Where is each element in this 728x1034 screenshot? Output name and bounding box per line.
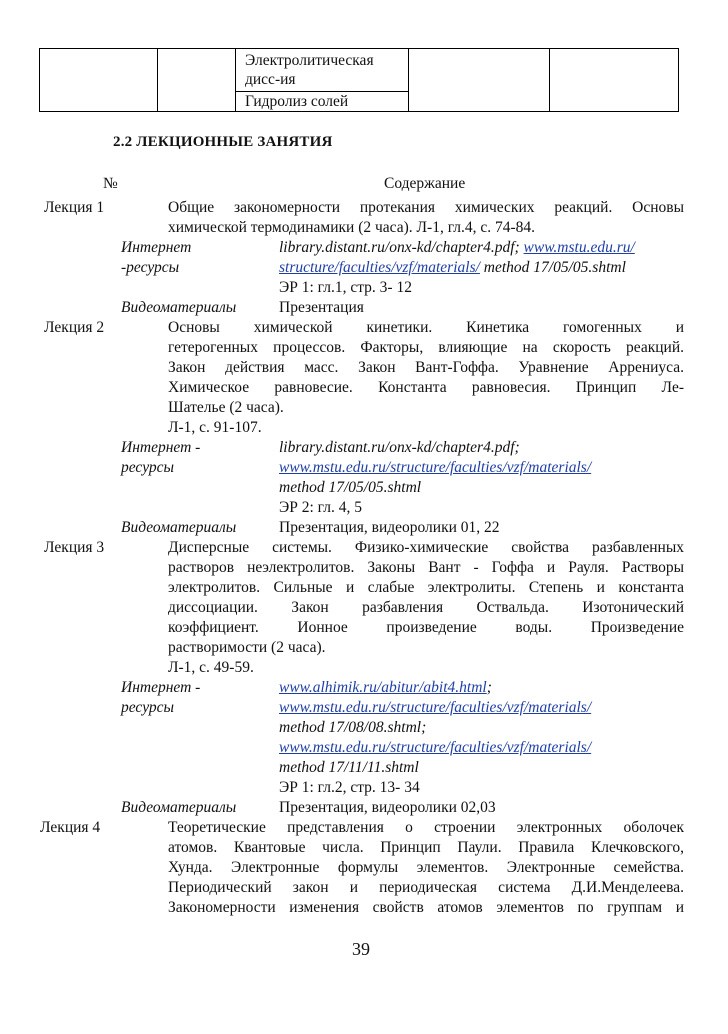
internet-label: -ресурсы xyxy=(121,259,180,276)
header-number: № xyxy=(103,175,118,192)
internet-label: Интернет - xyxy=(121,439,201,456)
lecture-content-line: Закономерности изменения свойств атомов элементов по группам и xyxy=(168,899,684,916)
resource-link[interactable]: www.mstu.edu.ru/structure/faculties/vzf/materials/ xyxy=(279,739,592,756)
lecture-content-line: Общие закономерности протекания химических реакций. Основы xyxy=(168,199,684,216)
lecture-label: Лекция 4 xyxy=(40,819,101,836)
lecture-content-line: Дисперсные системы. Физико-химические свойства разбавленных xyxy=(168,539,684,556)
lecture-content-line: химической термодинамики (2 часа). Л-1, гл.4, с. 74-84. xyxy=(168,219,536,236)
resource-text: library.distant.ru/onx-kd/chapter4.pdf; xyxy=(279,239,520,256)
lecture-content-line: электролитов. Сильные и слабые электролиты. Степень и константа xyxy=(168,579,684,596)
internet-line: ЭР 1: гл.2, стр. 13- 34 xyxy=(279,779,420,796)
internet-line xyxy=(279,458,591,478)
lecture-content-line: коэффициент. Ионное произведение воды. Произведение xyxy=(168,619,684,636)
internet-line: method 17/05/05.shtml xyxy=(279,479,422,496)
internet-line xyxy=(279,238,635,258)
header-content: Содержание xyxy=(384,175,466,192)
lecture-content-line: растворимости (2 часа). xyxy=(168,639,326,656)
resource-text: method 17/05/05.shtml xyxy=(483,259,626,276)
table-divider xyxy=(157,49,158,111)
lecture-content-line: Теоретические представления о строении электронных оболочек xyxy=(168,819,684,836)
lecture-label: Лекция 3 xyxy=(44,539,105,556)
lecture-content-line: Основы химической кинетики. Кинетика гомогенных и xyxy=(168,319,684,336)
internet-line: method 17/08/08.shtml; xyxy=(279,719,427,736)
table-divider xyxy=(549,49,550,111)
table-divider xyxy=(408,49,409,111)
resource-link[interactable]: www.alhimik.ru/abitur/abit4.html xyxy=(279,679,487,696)
internet-label: Интернет - xyxy=(121,679,201,696)
internet-line: ЭР 2: гл. 4, 5 xyxy=(279,499,362,516)
table-cell: дисс-ия xyxy=(245,71,296,88)
lecture-content-line: Химическое равновесие. Константа равновесия. Принцип Ле- xyxy=(168,379,684,396)
video-text: Презентация xyxy=(279,299,364,316)
table-divider xyxy=(235,49,236,111)
resource-link[interactable]: www.mstu.edu.ru/structure/faculties/vzf/materials/ xyxy=(279,459,592,476)
table-cell: Гидролиз солей xyxy=(245,93,349,110)
lecture-label: Лекция 2 xyxy=(44,319,105,336)
resource-text: ; xyxy=(486,679,492,696)
resource-link[interactable]: www.mstu.edu.ru/structure/faculties/vzf/materials/ xyxy=(279,699,592,716)
lecture-content-line: Л-1, с. 91-107. xyxy=(168,419,262,436)
internet-line xyxy=(279,678,492,698)
internet-line: ЭР 1: гл.1, стр. 3- 12 xyxy=(279,279,412,296)
internet-line xyxy=(279,698,591,718)
lecture-content-line: Закон действия масс. Закон Вант-Гоффа. Уравнение Аррениуса. xyxy=(168,359,684,376)
lecture-label: Лекция 1 xyxy=(44,199,105,216)
lecture-content-line: Хунда. Электронные формулы элементов. Электронные семейства. xyxy=(168,859,684,876)
lecture-content-line: диссоциации. Закон разбавления Оствальда. Изотонический xyxy=(168,599,684,616)
page-number: 39 xyxy=(352,939,370,959)
lecture-content-line: Шателье (2 часа). xyxy=(168,399,284,416)
video-label: Видеоматериалы xyxy=(121,799,237,816)
resource-link[interactable]: structure/faculties/vzf/materials/ xyxy=(279,259,480,276)
resource-link[interactable]: www.mstu.edu.ru/ xyxy=(523,239,635,256)
video-text: Презентация, видеоролики 02,03 xyxy=(279,799,496,816)
video-label: Видеоматериалы xyxy=(121,299,237,316)
internet-line xyxy=(279,738,591,758)
video-text: Презентация, видеоролики 01, 22 xyxy=(279,519,500,536)
internet-label: ресурсы xyxy=(121,699,175,716)
lecture-content-line: атомов. Квантовые числа. Принцип Паули. Правила Клечковского, xyxy=(168,839,684,856)
internet-line: library.distant.ru/onx-kd/chapter4.pdf; xyxy=(279,439,520,456)
table-cell: Электролитическая xyxy=(245,52,374,69)
internet-label: ресурсы xyxy=(121,459,175,476)
internet-line: method 17/11/11.shtml xyxy=(279,759,419,776)
lecture-content-line: растворов неэлектролитов. Законы Вант - Гоффа и Рауля. Растворы xyxy=(168,559,684,576)
internet-label: Интернет xyxy=(121,239,192,256)
top-table xyxy=(39,48,679,112)
lecture-content-line: гетерогенных процессов. Факторы, влияющие на скорость реакций. xyxy=(168,339,684,356)
lecture-content-line: Периодический закон и периодическая система Д.И.Менделеева. xyxy=(168,879,684,896)
internet-line xyxy=(279,258,626,278)
lecture-content-line: Л-1, с. 49-59. xyxy=(168,659,254,676)
video-label: Видеоматериалы xyxy=(121,519,237,536)
section-title: 2.2 ЛЕКЦИОННЫЕ ЗАНЯТИЯ xyxy=(113,134,333,150)
